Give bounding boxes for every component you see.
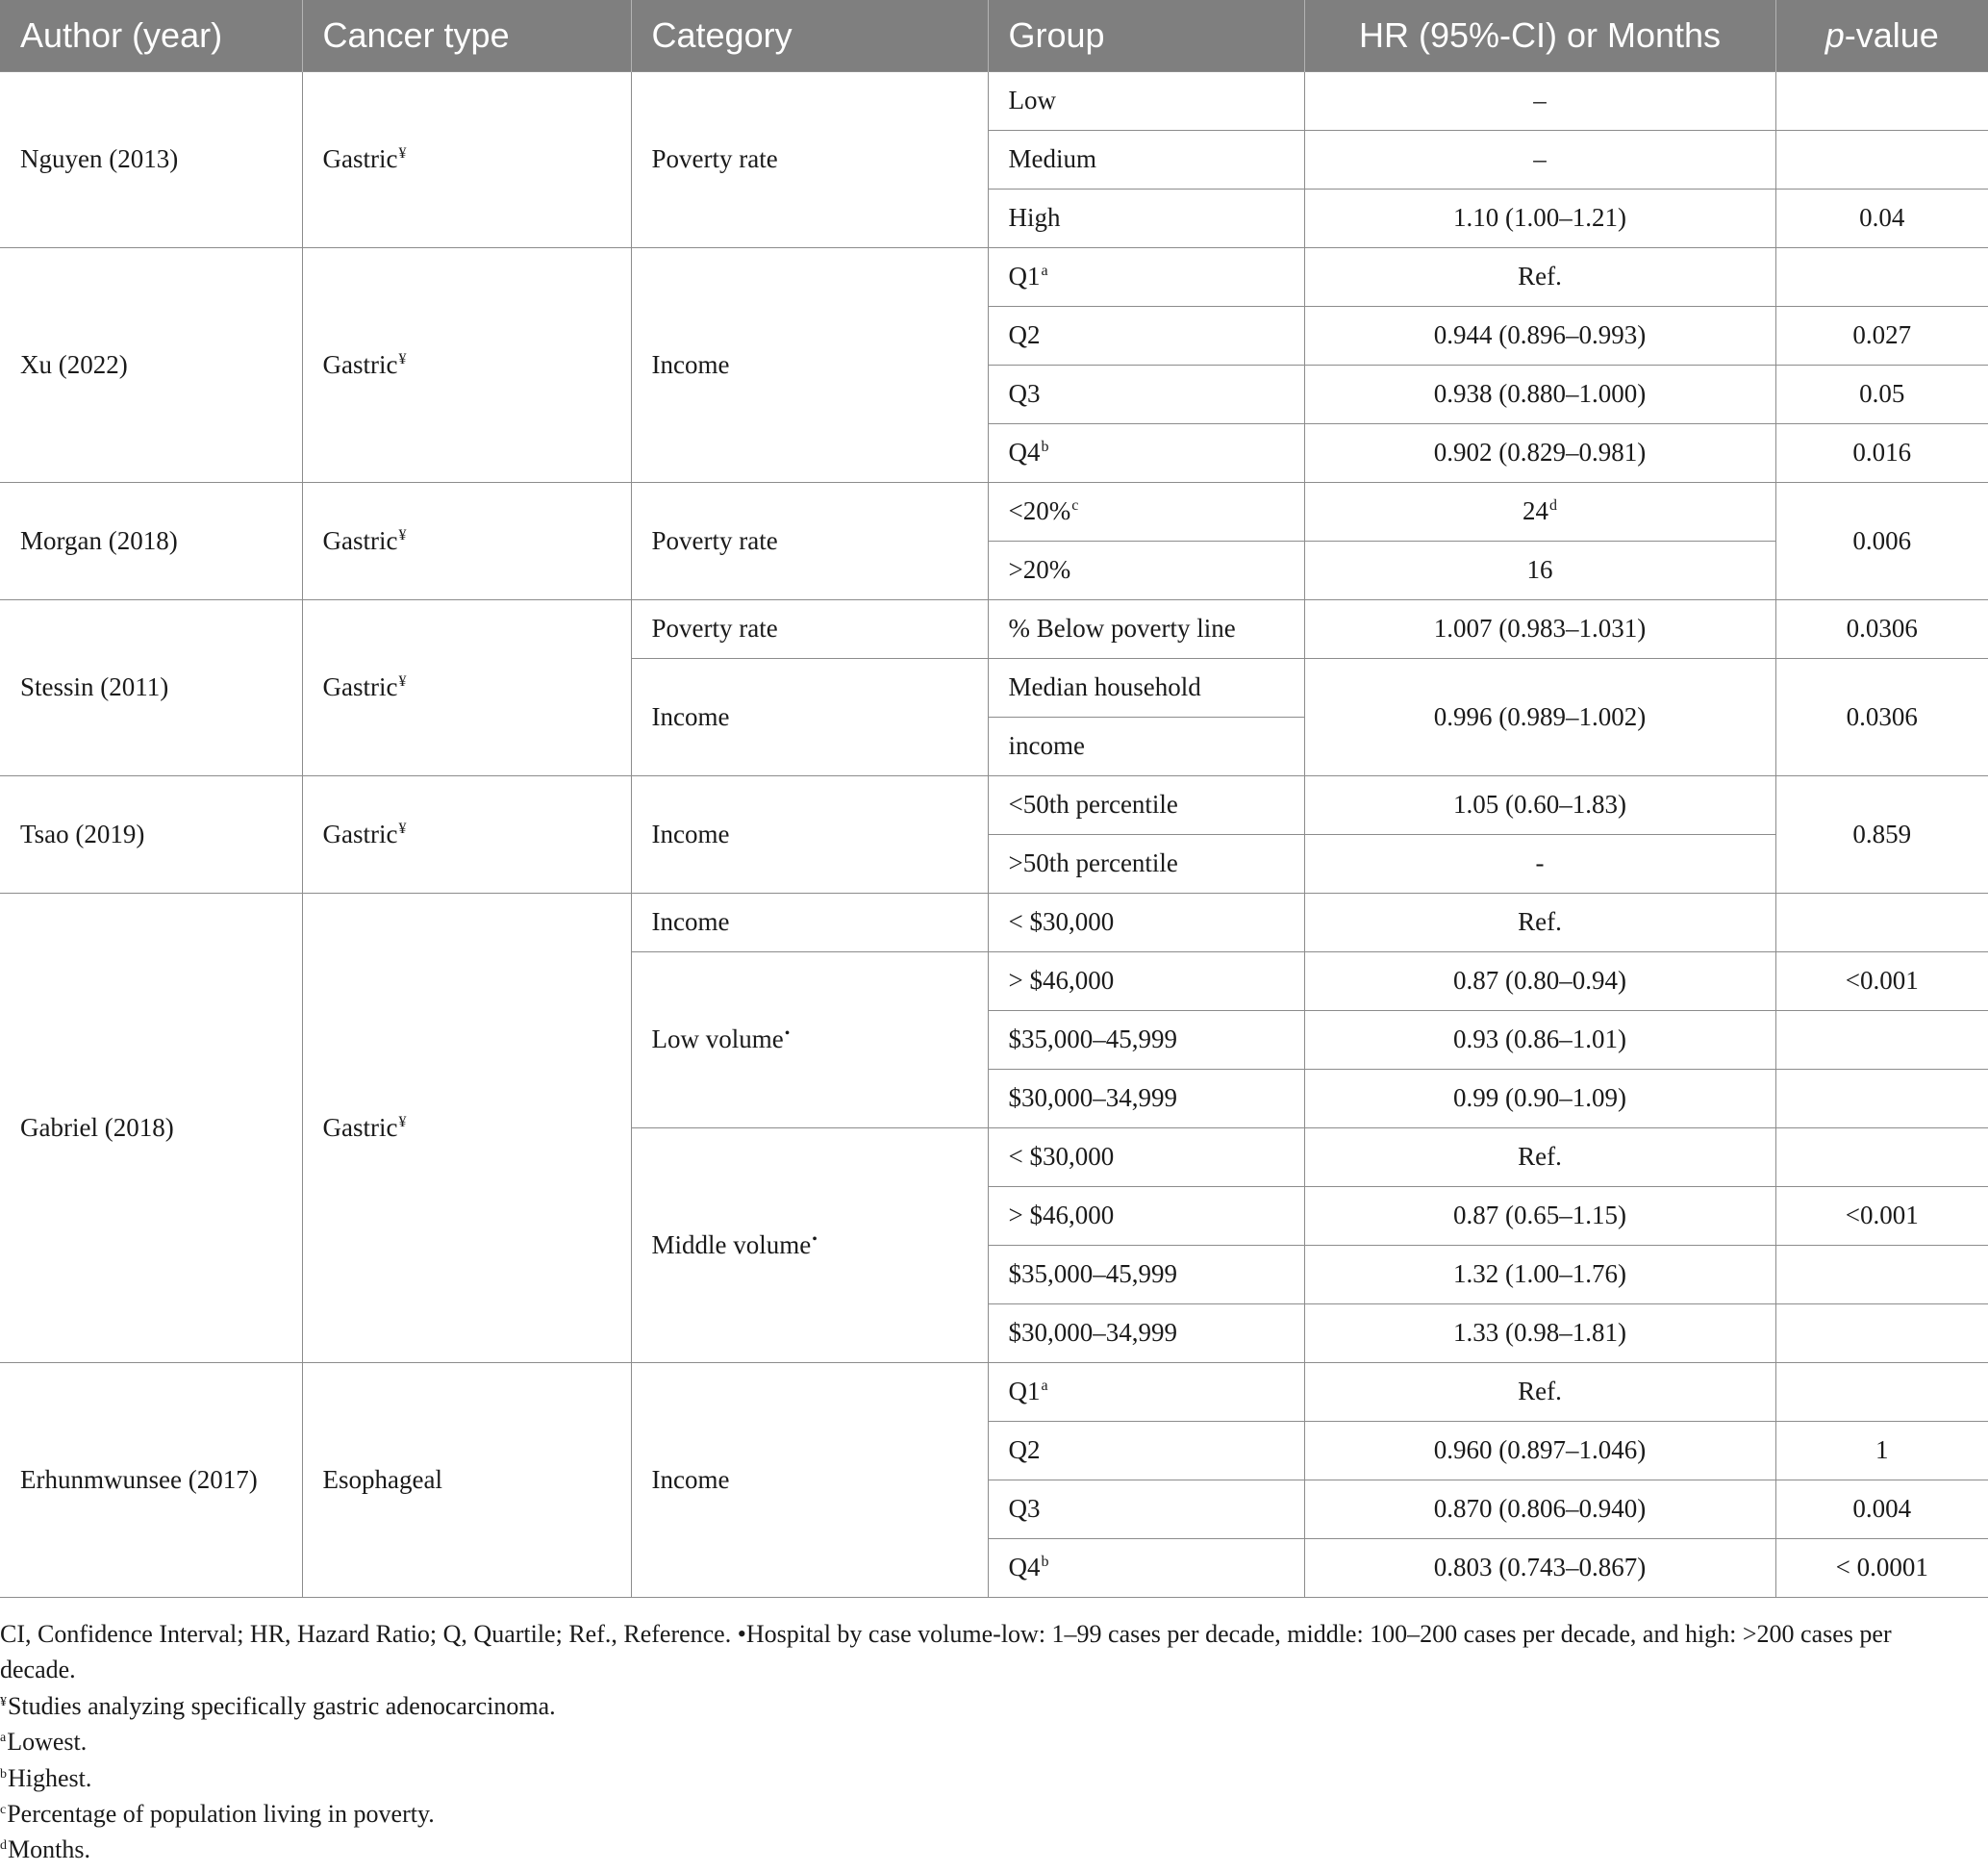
footnote-text: Studies analyzing specifically gastric adenocarcinoma. <box>8 1692 556 1720</box>
group-cell: $30,000–34,999 <box>988 1069 1304 1127</box>
header-row <box>0 0 1988 71</box>
p-value-cell: 0.027 <box>1775 306 1988 365</box>
cancer-text: Gastric <box>322 1112 398 1142</box>
group-cell: > $46,000 <box>988 951 1304 1010</box>
category-cell: Poverty rate <box>631 71 988 247</box>
footnote-marker: • <box>784 1025 791 1042</box>
footnote-lowest <box>0 1724 1972 1759</box>
footnote-marker: ¥ <box>398 350 407 367</box>
author-cell: Nguyen (2013) <box>0 71 302 247</box>
hr-cell: 0.960 (0.897–1.046) <box>1304 1421 1775 1480</box>
hr-cell: Ref. <box>1304 247 1775 306</box>
footnote-marker: d <box>1549 497 1557 514</box>
p-value-cell: <0.001 <box>1775 951 1988 1010</box>
category-cell: Income <box>631 775 988 893</box>
cancer-text: Gastric <box>322 525 398 555</box>
category-text: Middle volume <box>651 1229 812 1259</box>
p-value-cell <box>1775 1010 1988 1069</box>
category-cell: Poverty rate <box>631 599 988 658</box>
p-value-cell <box>1775 1303 1988 1362</box>
hr-cell: 1.007 (0.983–1.031) <box>1304 599 1775 658</box>
group-cell: Q2 <box>988 1421 1304 1480</box>
p-value-cell: 0.859 <box>1775 775 1988 893</box>
hr-cell: 0.87 (0.80–0.94) <box>1304 951 1775 1010</box>
hr-cell: 0.803 (0.743–0.867) <box>1304 1538 1775 1597</box>
footnote-months <box>0 1832 1972 1867</box>
group-cell: < $30,000 <box>988 1127 1304 1186</box>
footnote-marker: a <box>1041 263 1048 279</box>
footnote-gastric <box>0 1688 1972 1724</box>
cancer-cell <box>302 482 631 599</box>
author-cell: Gabriel (2018) <box>0 893 302 1362</box>
p-value-cell <box>1775 130 1988 189</box>
footnote-text: Highest. <box>8 1764 92 1792</box>
header-author: Author (year) <box>0 0 302 71</box>
p-value-cell: 0.05 <box>1775 365 1988 423</box>
header-group: Group <box>988 0 1304 71</box>
footnote-mark: c <box>0 1803 7 1817</box>
header-p-value <box>1775 0 1988 71</box>
hr-cell: 0.938 (0.880–1.000) <box>1304 365 1775 423</box>
p-value-cell <box>1775 1127 1988 1186</box>
group-cell <box>988 423 1304 482</box>
group-cell: $30,000–34,999 <box>988 1303 1304 1362</box>
hr-cell: 0.944 (0.896–0.993) <box>1304 306 1775 365</box>
group-cell: Q3 <box>988 365 1304 423</box>
table-row <box>0 599 1988 658</box>
cancer-cell <box>302 599 631 775</box>
cancer-cell <box>302 71 631 247</box>
footnote-marker: ¥ <box>398 526 407 544</box>
hr-cell: 1.32 (1.00–1.76) <box>1304 1245 1775 1303</box>
table-row <box>0 893 1988 951</box>
p-value-cell <box>1775 893 1988 951</box>
hr-cell: 16 <box>1304 541 1775 599</box>
group-cell: < $30,000 <box>988 893 1304 951</box>
group-cell: Median household <box>988 658 1304 717</box>
footnote-highest <box>0 1760 1972 1796</box>
group-cell: > $46,000 <box>988 1186 1304 1245</box>
group-cell: Q3 <box>988 1480 1304 1538</box>
footnote-mark: b <box>0 1767 7 1782</box>
header-p-italic: p <box>1824 14 1845 55</box>
hr-cell: Ref. <box>1304 893 1775 951</box>
hr-cell: 0.870 (0.806–0.940) <box>1304 1480 1775 1538</box>
cancer-text: Gastric <box>322 349 398 379</box>
category-cell: Income <box>631 893 988 951</box>
footnote-marker: a <box>1041 1378 1048 1394</box>
footnote-marker: ¥ <box>398 820 407 837</box>
p-value-cell <box>1775 1245 1988 1303</box>
p-value-cell: 0.04 <box>1775 189 1988 247</box>
group-text: Q4 <box>1008 438 1041 467</box>
footnote-text: Months. <box>8 1835 90 1863</box>
hr-cell: 0.93 (0.86–1.01) <box>1304 1010 1775 1069</box>
group-cell: % Below poverty line <box>988 599 1304 658</box>
footnote-mark: ¥ <box>0 1695 7 1709</box>
category-cell: Income <box>631 1362 988 1597</box>
p-value-cell <box>1775 71 1988 130</box>
group-cell: Medium <box>988 130 1304 189</box>
hr-cell: - <box>1304 834 1775 893</box>
hr-cell: – <box>1304 71 1775 130</box>
hr-cell: 0.996 (0.989–1.002) <box>1304 658 1775 775</box>
group-cell <box>988 247 1304 306</box>
footnote-marker: ¥ <box>398 1113 407 1130</box>
p-value-cell: 0.006 <box>1775 482 1988 599</box>
hr-cell: 1.10 (1.00–1.21) <box>1304 189 1775 247</box>
p-value-cell <box>1775 1069 1988 1127</box>
author-cell: Tsao (2019) <box>0 775 302 893</box>
group-cell <box>988 1362 1304 1421</box>
group-cell: $35,000–45,999 <box>988 1010 1304 1069</box>
p-value-cell <box>1775 247 1988 306</box>
hr-cell: 0.87 (0.65–1.15) <box>1304 1186 1775 1245</box>
header-hr: HR (95%-CI) or Months <box>1304 0 1775 71</box>
p-value-cell: < 0.0001 <box>1775 1538 1988 1597</box>
p-value-cell: 1 <box>1775 1421 1988 1480</box>
author-cell: Erhunmwunsee (2017) <box>0 1362 302 1597</box>
footnote-marker: ¥ <box>398 673 407 690</box>
p-value-cell <box>1775 1362 1988 1421</box>
hr-cell: 1.05 (0.60–1.83) <box>1304 775 1775 834</box>
p-value-cell: 0.016 <box>1775 423 1988 482</box>
hr-cell: Ref. <box>1304 1127 1775 1186</box>
hr-cell: 0.902 (0.829–0.981) <box>1304 423 1775 482</box>
group-cell <box>988 482 1304 541</box>
header-category: Category <box>631 0 988 71</box>
footnote-marker: b <box>1041 1554 1049 1570</box>
footnote-marker: b <box>1041 439 1049 455</box>
group-cell: Q2 <box>988 306 1304 365</box>
hr-cell: Ref. <box>1304 1362 1775 1421</box>
cancer-text: Gastric <box>322 672 398 701</box>
author-cell: Stessin (2011) <box>0 599 302 775</box>
group-cell: >50th percentile <box>988 834 1304 893</box>
footnote-marker: c <box>1071 497 1079 514</box>
cancer-cell <box>302 893 631 1362</box>
footnote-marker: • <box>812 1230 818 1248</box>
group-cell: High <box>988 189 1304 247</box>
group-text: <20% <box>1008 496 1071 525</box>
table-row <box>0 71 1988 130</box>
p-value-cell: 0.0306 <box>1775 599 1988 658</box>
cancer-cell <box>302 775 631 893</box>
category-cell: Income <box>631 658 988 775</box>
group-cell: >20% <box>988 541 1304 599</box>
header-cancer-type: Cancer type <box>302 0 631 71</box>
p-value-cell: <0.001 <box>1775 1186 1988 1245</box>
category-cell <box>631 1127 988 1362</box>
category-cell <box>631 951 988 1127</box>
footnote-abbreviations: CI, Confidence Interval; HR, Hazard Ratio; Q, Quartile; Ref., Reference. •Hospital by case volume-low: 1–99 cases per decade, middle: 100–200 cases per decade, and high: >200 cases per decade. <box>0 1620 1892 1683</box>
cancer-text: Gastric <box>322 819 398 848</box>
hr-cell: 0.99 (0.90–1.09) <box>1304 1069 1775 1127</box>
group-cell <box>988 1538 1304 1597</box>
group-cell: Low <box>988 71 1304 130</box>
hr-cell: – <box>1304 130 1775 189</box>
table-row <box>0 1362 1988 1421</box>
category-cell: Income <box>631 247 988 482</box>
category-text: Low volume <box>651 1025 784 1053</box>
hr-cell <box>1304 482 1775 541</box>
footnote-poverty <box>0 1796 1972 1832</box>
author-cell: Xu (2022) <box>0 247 302 482</box>
footnote-marker: ¥ <box>398 145 407 162</box>
cancer-cell: Esophageal <box>302 1362 631 1597</box>
footnote-mark: d <box>0 1838 7 1853</box>
author-cell: Morgan (2018) <box>0 482 302 599</box>
table-row <box>0 247 1988 306</box>
footnote-text: Lowest. <box>7 1728 88 1756</box>
hr-cell: 1.33 (0.98–1.81) <box>1304 1303 1775 1362</box>
group-cell: $35,000–45,999 <box>988 1245 1304 1303</box>
cancer-cell <box>302 247 631 482</box>
group-text: Q1 <box>1008 1377 1041 1405</box>
group-text: Q1 <box>1008 262 1041 291</box>
footnote-text: Percentage of population living in poverty. <box>7 1800 435 1828</box>
group-text: Q4 <box>1008 1553 1041 1581</box>
hr-text: 24 <box>1522 496 1548 525</box>
footnote-mark: a <box>0 1731 7 1745</box>
table-row <box>0 482 1988 541</box>
group-cell: <50th percentile <box>988 775 1304 834</box>
header-p-rest: -value <box>1844 14 1939 55</box>
table-row <box>0 775 1988 834</box>
group-cell: income <box>988 717 1304 775</box>
category-cell: Poverty rate <box>631 482 988 599</box>
p-value-cell: 0.004 <box>1775 1480 1988 1538</box>
cancer-text: Gastric <box>322 144 398 173</box>
p-value-cell: 0.0306 <box>1775 658 1988 775</box>
